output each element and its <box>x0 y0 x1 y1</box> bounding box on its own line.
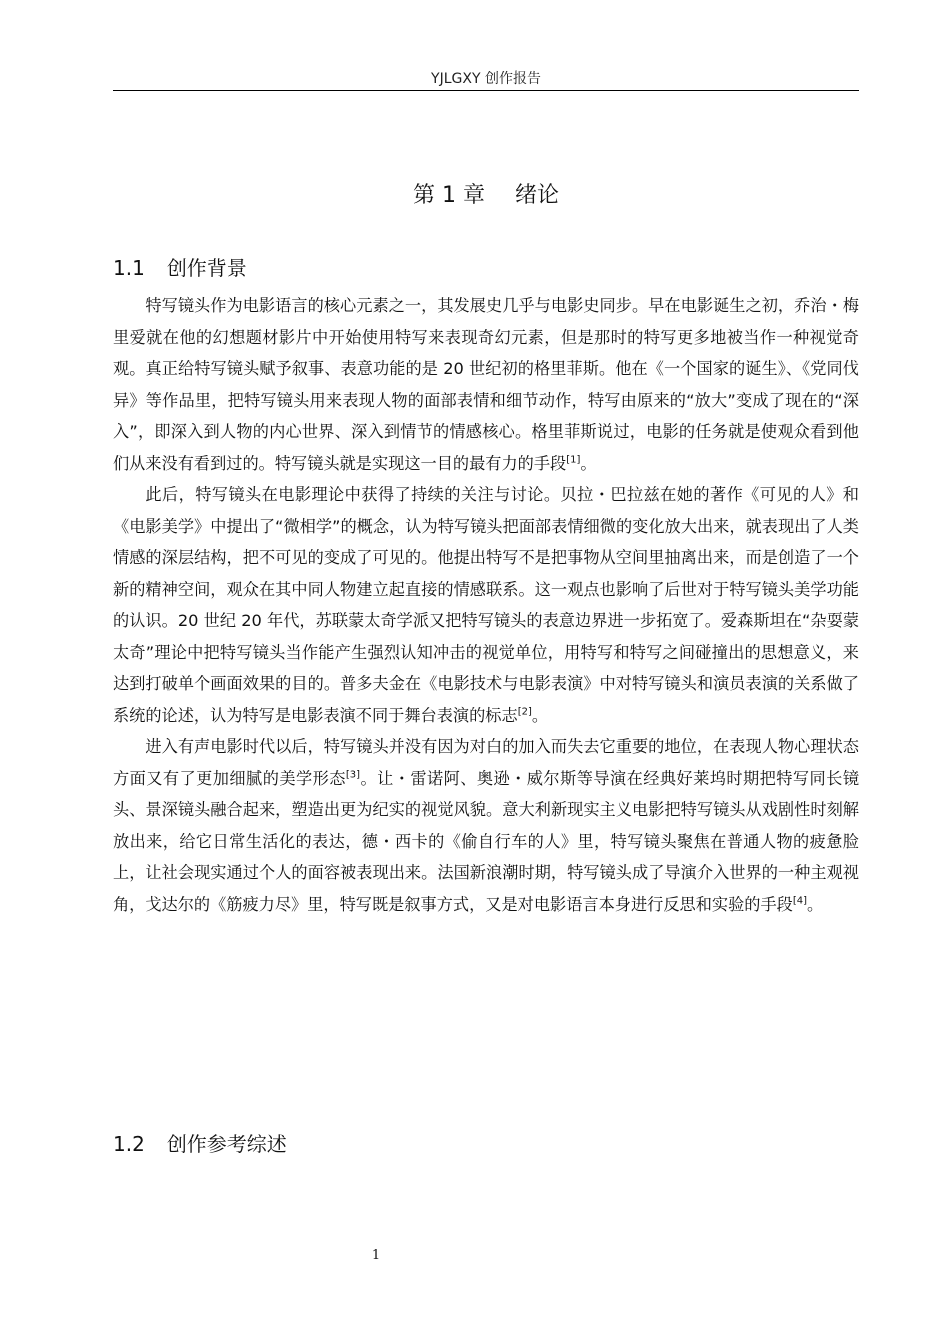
paragraph-2 <box>113 479 859 731</box>
page-number: 1 <box>371 1248 381 1263</box>
body-text <box>113 290 859 920</box>
section-title: 创作背景 <box>166 256 247 280</box>
header-rule <box>113 90 859 91</box>
paragraph-tail: 。 <box>807 894 824 914</box>
chapter-title-text: 绪论 <box>514 183 559 208</box>
paragraph-1 <box>113 290 859 479</box>
running-header: YJLGXY 创作报告 <box>431 71 541 87</box>
section-heading-1-2 <box>113 1128 287 1157</box>
citation-marker: [2] <box>517 706 532 718</box>
paragraph-text: 此后，特写镜头在电影理论中获得了持续的关注与讨论。贝拉・巴拉兹在她的著作《可见的人》和《电影美学》中提出了“微相学”的概念，认为特写镜头把面部表情细微的变化放大出来，就表现出了人类情感的深层结构，把不可见的变成了可见的。他提出特写不是把事物从空间里抽离出来，而是创造了一个新的精神空间，观众在其中同人物建立起直接的情感联系。这一观点也影响了后世对于特写镜头美学功能的认识。20 世纪 20 年代，苏联蒙太奇学派又把特写镜头的表意边界进一步拓宽了。爱森斯坦在“杂耍蒙太奇”理论中把特写镜头当作能产生强烈认知冲击的视觉单位，用特写和特写之间碰撞出的思想意义，来达到打破单个画面效果的目的。普多夫金在《电影技术与电影表演》中对特写镜头和演员表演的关系做了系统的论述，认为特写是电影表演不同于舞台表演的标志 <box>113 485 859 725</box>
paragraph-text: 进入有声电影时代以后，特写镜头并没有因为对白的加入而失去它重要的地位，在表现人物心理状态方面又有了更加细腻的美学形态 <box>113 737 859 788</box>
paragraph-tail: 。 <box>531 705 549 725</box>
section-number: 1.2 <box>113 1132 145 1156</box>
paragraph-text: 特写镜头作为电影语言的核心元素之一，其发展史几乎与电影史同步。早在电影诞生之初，乔治・梅里爱就在他的幻想题材影片中开始使用特写来表现奇幻元素，但是那时的特写更多地被当作一种视觉奇观。真正给特写镜头赋予叙事、表意功能的是 20 世纪初的格里菲斯。他在《一个国家的诞生》、《党同伐异》等作品里，把特写镜头用来表现人物的面部表情和细节动作，特写由原来的“放大”变成了现在的“深入”，即深入到人物的内心世界、深入到情节的情感核心。格里菲斯说过，电影的任务就是使观众看到他们从来没有看到过的。特写镜头就是实现这一目的最有力的手段 <box>113 296 859 473</box>
section-heading-1-1 <box>113 252 247 281</box>
citation-marker: [1] <box>566 454 581 466</box>
paragraph-text-continued: 。让・雷诺阿、奥逊・威尔斯等导演在经典好莱坞时期把特写同长镜头、景深镜头融合起来，塑造出更为纪实的视觉风貌。意大利新现实主义电影把特写镜头从戏剧性时刻解放出来，给它日常生活化的表达，德・西卡的《偷自行车的人》里，特写镜头聚焦在普通人物的疲惫脸上，让社会现实通过个人的面容被表现出来。法国新浪潮时期，特写镜头成了导演介入世界的一种主观视角，戈达尔的《筋疲力尽》里，特写既是叙事方式，又是对电影语言本身进行反思和实验的手段 <box>113 768 860 914</box>
citation-marker: [3] <box>345 769 361 781</box>
citation-marker: [4] <box>792 895 808 907</box>
chapter-number: 第 1 章 <box>413 183 485 208</box>
paragraph-tail: 。 <box>580 453 597 473</box>
paragraph-3 <box>113 731 859 920</box>
section-title: 创作参考综述 <box>166 1132 287 1156</box>
chapter-title <box>113 178 859 209</box>
section-number: 1.1 <box>113 256 145 280</box>
